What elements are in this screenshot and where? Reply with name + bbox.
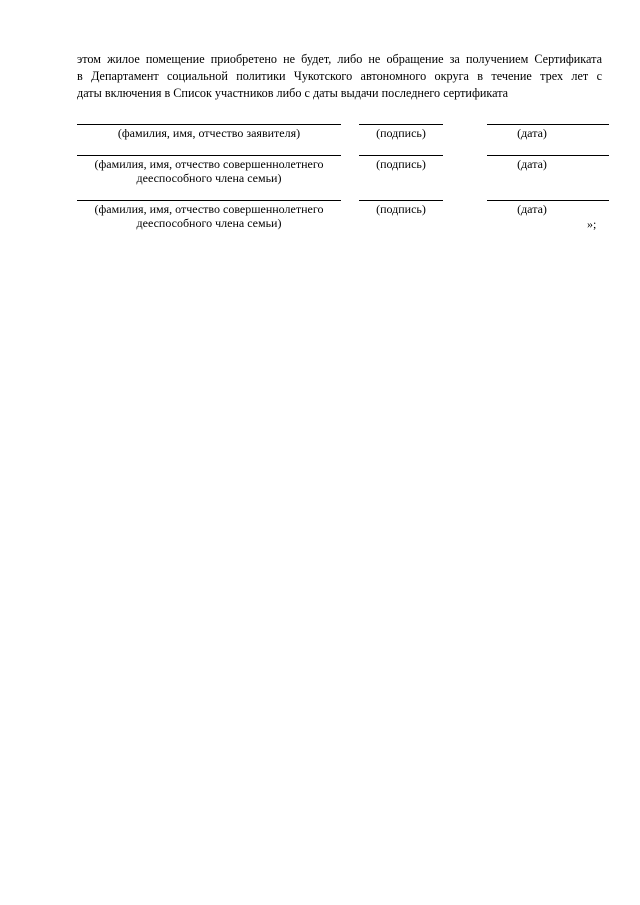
closing-quote-mark: »; [587,217,597,231]
date-caption: (дата) [517,126,547,140]
name-caption-line-1: (фамилия, имя, отчество совершеннолетнего [94,157,324,171]
paragraph-line-3: даты включения в Список участников либо с даты выдачи последнего сертификата [77,86,509,100]
date-caption: (дата) [517,157,547,171]
name-caption: (фамилия, имя, отчество заявителя) [117,126,301,140]
signature-caption: (подпись) [376,157,426,171]
signature-caption: (подпись) [376,126,426,140]
name-caption-line-2: дееспособного члена семьи) [136,216,282,230]
signature-line [359,124,443,125]
date-signature-line [487,155,609,156]
name-signature-line [77,155,341,156]
paragraph-line-2: в Департамент социальной политики Чукотского автономного округа в течение трех лет с [77,69,602,83]
signature-line [359,155,443,156]
date-caption: (дата) [517,202,547,216]
consent-paragraph [77,51,602,102]
name-signature-line [77,200,341,201]
paragraph-line-1: этом жилое помещение приобретено не будет, либо не обращение за получением Сертификата [77,52,602,66]
name-signature-line [77,124,341,125]
signature-line [359,200,443,201]
name-caption-line-2: дееспособного члена семьи) [136,171,282,185]
name-caption-line-1: (фамилия, имя, отчество совершеннолетнего [94,202,324,216]
date-signature-line [487,200,609,201]
signature-caption: (подпись) [376,202,426,216]
date-signature-line [487,124,609,125]
